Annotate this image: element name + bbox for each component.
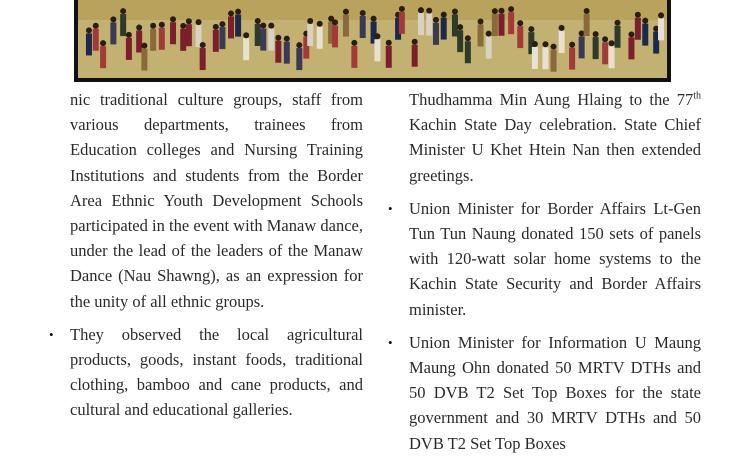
dancer-head [386, 40, 392, 46]
dancer-head [136, 24, 142, 30]
dancer-figure [351, 46, 357, 68]
dancer-figure [159, 28, 165, 50]
photo-manaw-dance [74, 0, 671, 82]
dancer-figure [126, 38, 132, 60]
dancer-figure [635, 18, 641, 40]
dancer-head [296, 42, 302, 48]
dancer-figure [584, 14, 590, 36]
dancer-head [508, 6, 514, 12]
dancer-figure [426, 14, 432, 36]
dancer-figure [374, 39, 380, 61]
left-bullet-text: They observed the local agricultural products, goods, instant foods, traditional clothing, bamboo and cane products, and cultural and educational galleries. [70, 324, 363, 420]
dancer-head [452, 8, 458, 14]
dancer-head [110, 16, 116, 22]
dancer-figure [517, 26, 523, 48]
dancer-head [517, 20, 523, 26]
dancer-figure [296, 48, 302, 70]
right-column [388, 87, 701, 456]
dancer-figure [642, 24, 648, 46]
dancer-figure [213, 30, 219, 52]
dancer-figure [579, 36, 585, 58]
dancer-figure [317, 27, 323, 49]
dancer-figure [307, 24, 313, 46]
dancer-head [200, 42, 206, 48]
dancer-head [268, 23, 274, 29]
dancer-head [126, 32, 132, 38]
dancer-figure [268, 29, 274, 51]
dancer-head [150, 23, 156, 29]
dancer-figure [559, 31, 565, 53]
dancer-figure [418, 13, 424, 35]
bullet-marker: • [388, 200, 393, 216]
dancer-figure [141, 49, 147, 71]
right-continuation-paragraph: Thudhamma Min Aung Hlaing to the 77th Kachin State Day celebration. State Chief Minister U Khet Htein Nan then extended greetings. [409, 90, 701, 185]
dancer-head [317, 21, 323, 27]
dancer-head [332, 19, 338, 25]
dancer-figure [478, 25, 484, 47]
dancer-head [615, 20, 621, 26]
dancer-head [465, 35, 471, 41]
dancer-head [418, 7, 424, 13]
dancer-head [100, 40, 106, 46]
bullet-marker: • [388, 334, 393, 350]
dancer-figure [433, 23, 439, 45]
dancer-figure [542, 47, 548, 69]
dancer-figure [658, 18, 664, 40]
dancer-figure [343, 15, 349, 37]
dancer-head [374, 33, 380, 39]
dancer-figure [486, 37, 492, 59]
dancer-head [528, 26, 534, 32]
dancer-head [120, 8, 126, 14]
dancer-head [235, 9, 241, 15]
dancer-figure [492, 14, 498, 36]
dancer-head [343, 9, 349, 15]
dancer-figure [275, 41, 281, 63]
dancer-figure [360, 16, 366, 38]
dancer-head [141, 43, 147, 49]
dancer-figure [593, 37, 599, 59]
right-bullet-text: Union Minister for Information U Maung Maung Ohn donated 50 MRTV DTHs and 50 DVB T2 Set Top Boxes for the state government and 30 MRTV DTHs and 50 DVB T2 Set Top Boxes [409, 332, 701, 453]
dancer-head [196, 19, 202, 25]
dancer-figure [602, 42, 608, 64]
dancer-figure [243, 38, 249, 60]
dancer-head [219, 21, 225, 27]
dancer-head [628, 31, 634, 37]
dancer-head [584, 8, 590, 14]
dancer-figure [100, 46, 106, 68]
ordinal-suffix: th [693, 90, 701, 102]
dancer-figure [441, 18, 447, 40]
dancer-head [243, 32, 249, 38]
dancer-figure [86, 33, 92, 55]
dancer-head [228, 10, 234, 16]
dancer-figure [452, 14, 458, 36]
dancer-figure [93, 29, 99, 51]
dancer-head [593, 31, 599, 37]
dancer-figure [120, 14, 126, 36]
dancer-figure [150, 29, 156, 51]
dancer-figure [228, 16, 234, 38]
left-column [49, 87, 363, 423]
dancer-head [307, 18, 313, 24]
dancer-head [433, 17, 439, 23]
dancer-head [492, 8, 498, 14]
dancer-head [86, 27, 92, 33]
dancer-figure [284, 42, 290, 64]
dancer-head [441, 12, 447, 18]
dancer-head [658, 12, 664, 18]
dancer-head [260, 23, 266, 29]
dancer-head [478, 19, 484, 25]
dancer-figure [110, 22, 116, 44]
dancer-figure [457, 30, 463, 52]
dancer-figure [615, 26, 621, 48]
dancer-figure [332, 25, 338, 47]
dancer-head [426, 8, 432, 14]
dancer-figure [508, 12, 514, 34]
dancer-head [609, 40, 615, 46]
dancer-figure [399, 12, 405, 34]
bullet-marker: • [49, 326, 54, 342]
dancer-figure [465, 41, 471, 63]
dancer-head [93, 23, 99, 29]
dancer-head [457, 24, 463, 30]
left-continuation-paragraph: nic traditional culture groups, staff from various departments, trainees from Education colleges and Nursing Training Institutions and students from the Border Area Ethnic Youth Development Schools participated in the event with Manaw dance, under the lead of the leaders of the Manaw Dance (Nau Shawng), as an expression for the unity of all ethnic groups. [70, 90, 363, 311]
dancer-head [602, 36, 608, 42]
dancer-head [360, 10, 366, 16]
right-bullet-item [388, 330, 701, 456]
dancer-head [170, 16, 176, 22]
dancer-head [486, 31, 492, 37]
left-bullet-item [49, 322, 363, 423]
dancer-head [635, 12, 641, 18]
dancer-head [399, 6, 405, 12]
dancer-figure [219, 27, 225, 49]
dancer-figure [186, 24, 192, 46]
dancer-head [498, 8, 504, 14]
dancer-head [559, 25, 565, 31]
dancer-head [275, 35, 281, 41]
dancer-figure [551, 50, 557, 72]
dancer-figure [255, 24, 261, 46]
dancer-figure [532, 47, 538, 69]
dancer-head [412, 39, 418, 45]
dancer-figure [136, 30, 142, 52]
dancer-head [255, 18, 261, 24]
dancer-head [351, 40, 357, 46]
dancer-figure [498, 14, 504, 36]
dancer-head [159, 22, 165, 28]
right-bullet-item [388, 196, 701, 322]
dancer-figure [569, 48, 575, 70]
dancers-illustration [78, 0, 667, 78]
right-bullet-text: Union Minister for Border Affairs Lt-Gen Tun Tun Naung donated 150 sets of panels with 120-watt solar home systems to the Kachin State Security and Border Affairs minister. [409, 198, 701, 319]
dancer-figure [180, 29, 186, 51]
dancer-head [642, 18, 648, 24]
dancer-figure [235, 15, 241, 37]
dancer-head [371, 16, 377, 22]
dancer-figure [170, 22, 176, 44]
dancer-head [213, 24, 219, 30]
dancer-figure [200, 48, 206, 70]
dancer-head [284, 36, 290, 42]
dancer-figure [386, 46, 392, 68]
dancer-figure [609, 46, 615, 68]
dancer-head [569, 42, 575, 48]
dancer-head [186, 18, 192, 24]
dancer-figure [412, 45, 418, 67]
dancer-head [532, 41, 538, 47]
dancer-figure [260, 29, 266, 51]
dancer-head [542, 41, 548, 47]
dancer-head [551, 44, 557, 50]
dancer-figure [628, 37, 634, 59]
dancer-head [180, 23, 186, 29]
